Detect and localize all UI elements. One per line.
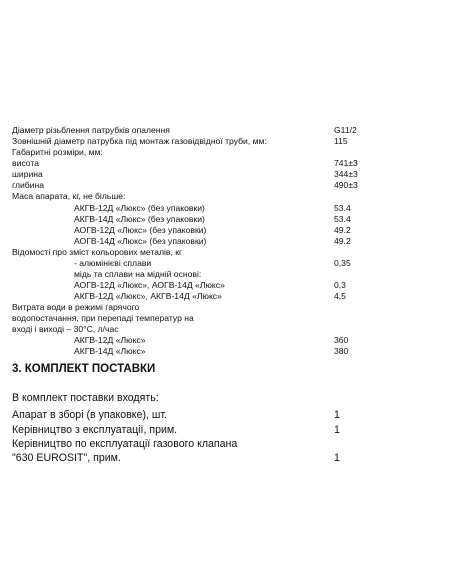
spec-value: 360 <box>334 335 349 345</box>
delivery-item-qty: 1 <box>334 452 340 464</box>
delivery-item-qty: 1 <box>334 424 340 436</box>
spec-row <box>0 125 452 135</box>
spec-row <box>0 191 452 201</box>
spec-row <box>0 247 452 257</box>
spec-value: 4,5 <box>334 291 346 301</box>
spec-row <box>0 258 452 268</box>
spec-label: АКГВ-12Д «Люкс», АКГВ-14Д «Люкс» <box>74 291 222 301</box>
spec-row <box>0 280 452 290</box>
spec-row <box>0 269 452 279</box>
spec-label: водопостачання, при перепаді температур на <box>12 313 194 323</box>
spec-label: ширина <box>12 169 43 179</box>
spec-label: АОГВ-12Д «Люкс» (без упаковки) <box>74 225 207 235</box>
spec-label: Зовнішній діаметр патрубка під монтаж газовідвідної труби, мм: <box>12 136 267 146</box>
spec-row <box>0 136 452 146</box>
delivery-item-label: Керівництво з експлуатації, прим. <box>12 424 178 436</box>
spec-value: 0,35 <box>334 258 351 268</box>
spec-label: глибина <box>12 180 45 190</box>
spec-label: Габаритні розміри, мм: <box>12 147 103 157</box>
spec-value: G11/2 <box>334 125 357 135</box>
spec-label: АОГВ-14Д «Люкс» (без упаковки) <box>74 236 207 246</box>
delivery-item-label: Керівництво по експлуатації газового клапана <box>12 438 238 450</box>
spec-row <box>0 313 452 323</box>
delivery-item <box>0 424 452 436</box>
spec-value: 49.2 <box>334 225 351 235</box>
delivery-intro: В комплект поставки входять: <box>12 392 159 404</box>
spec-row <box>0 203 452 213</box>
spec-label: Витрата води в режимі гарячого <box>12 302 140 312</box>
spec-label: мідь та сплави на мідній основі: <box>74 269 202 279</box>
spec-label: АКГВ-12Д «Люкс» <box>74 335 146 345</box>
spec-value: 115 <box>334 136 348 146</box>
delivery-item-label: Апарат в зборі (в упаковке), шт. <box>12 409 167 421</box>
spec-value: 0,3 <box>334 280 346 290</box>
spec-row <box>0 335 452 345</box>
section-heading: 3. КОМПЛЕКТ ПОСТАВКИ <box>12 363 156 375</box>
delivery-item <box>0 438 452 450</box>
spec-row <box>0 225 452 235</box>
spec-label: АКГВ-14Д «Люкс» (без упаковки) <box>74 214 205 224</box>
spec-label: висота <box>12 158 39 168</box>
spec-row <box>0 158 452 168</box>
spec-row <box>0 147 452 157</box>
spec-row <box>0 324 452 334</box>
spec-row <box>0 302 452 312</box>
spec-value: 380 <box>334 346 349 356</box>
delivery-item <box>0 452 452 464</box>
spec-label: АКГВ-12Д «Люкс» (без упаковки) <box>74 203 205 213</box>
spec-label: АОГВ-12Д «Люкс», АОГВ-14Д «Люкс» <box>74 280 225 290</box>
spec-label: - алюмінієві сплави <box>74 258 152 268</box>
spec-label: Діаметр різьблення патрубків опалення <box>12 125 170 135</box>
spec-row <box>0 169 452 179</box>
delivery-item <box>0 409 452 421</box>
delivery-item-qty: 1 <box>334 409 340 421</box>
spec-label: Відомості про зміст кольорових металів, кг <box>12 247 183 257</box>
spec-label: вході і виході – 30°С, л/час <box>12 324 119 334</box>
spec-value: 741±3 <box>334 158 358 168</box>
spec-value: 53.4 <box>334 203 351 213</box>
spec-row <box>0 291 452 301</box>
spec-row <box>0 236 452 246</box>
spec-value: 49.2 <box>334 236 351 246</box>
spec-value: 490±3 <box>334 180 358 190</box>
delivery-item-label: "630 EUROSIT", прим. <box>12 452 121 464</box>
spec-row <box>0 214 452 224</box>
spec-row <box>0 180 452 190</box>
spec-label: АКГВ-14Д «Люкс» <box>74 346 146 356</box>
spec-label: Маса апарата, кг, не більше: <box>12 191 126 201</box>
spec-value: 344±3 <box>334 169 358 179</box>
spec-row <box>0 346 452 356</box>
spec-value: 53.4 <box>334 214 351 224</box>
